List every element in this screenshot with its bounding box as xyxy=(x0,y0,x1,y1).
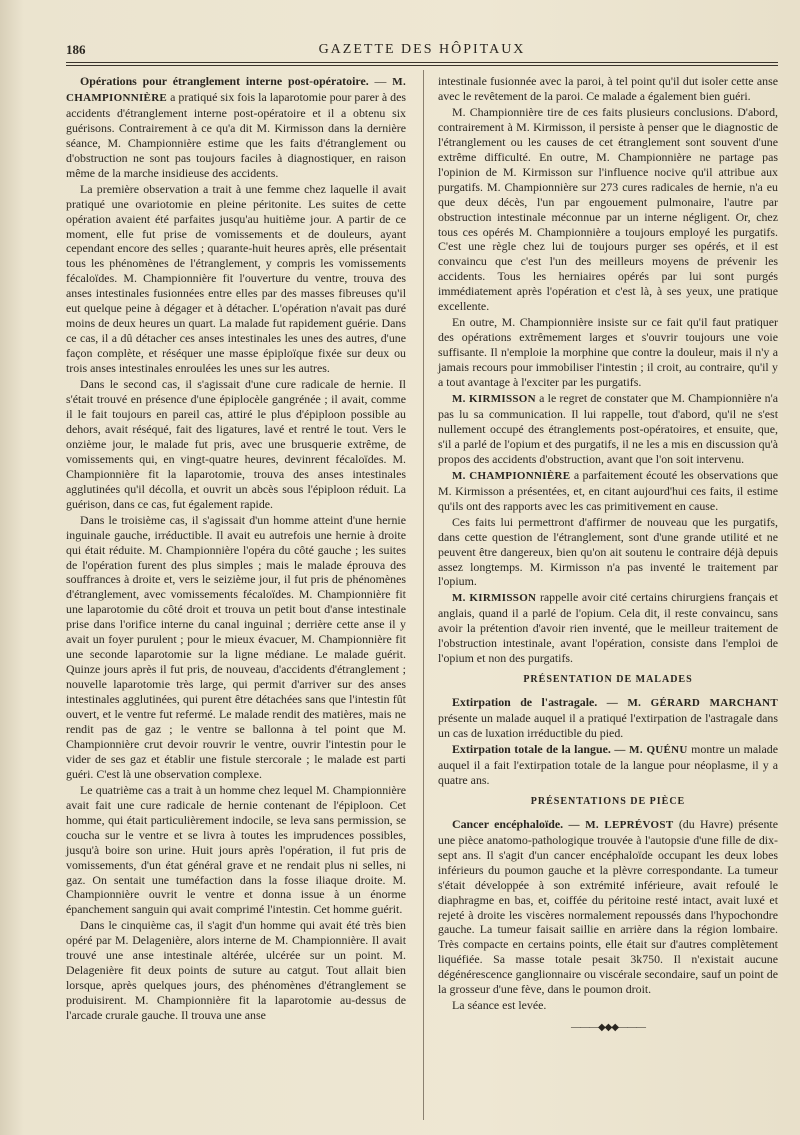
page-number: 186 xyxy=(66,42,86,57)
header-rule-bottom xyxy=(66,65,778,66)
paragraph-text: a pratiqué six fois la laparotomie pour parer à des accidents d'étranglement interne post-opératoire et il a obtenu six guérisons. Contrairement à ce qu'a dit M. Kirmisson dans la dernière séance, M. Championnière estime que les faits d'étranglement ou d'obstruction ne sont pas toujours faciles à diagnostiquer, en raison même de la marche insidieuse des accidents. xyxy=(66,89,406,180)
speaker-name: M. KIRMISSON xyxy=(452,393,536,406)
article-paragraph xyxy=(438,742,778,788)
article-paragraph: intestinale fusionnée avec la paroi, à tel point qu'il dut isoler cette anse avec le revêtement de la paroi. Ce malade a également bien guéri. xyxy=(438,74,778,103)
article-paragraph: Dans le troisième cas, il s'agissait d'un homme atteint d'une hernie inguinale gauche, irréductible. Il avait eu autrefois une hernie à droite qui était réduite. M. Championnière l'opéra du côté gauche ; les suites de l'opération furent des plus simples ; mais le malade éprouva des souffrances à droite et, vers le seizième jour, il fut pris de phénomènes d'étranglement, avec vomissements fécaloïdes. M. Championnière fit une laparotomie du côté droit et trouva un petit bout d'anse intestinale prise dans l'orifice interne du canal inguinal ; derrière cette anse il y avait un foyer purulent ; pour le mieux évacuer, M. Championnière fit une seconde laparotomie sur la ligne médiane. Le malade guérit. Quinze jours après il fut pris, de nouveau, d'accidents d'étranglement ; nouvelle laparotomie très large, qui permit d'arriver sur des anses intestinales agglutinées, qui purent être détachées sans que l'intestin fût ouvert, et le ventre fut refermé. Le malade rendit des matières, mais ne rendit pas de gaz ; le ventre se ballonna à tel point que M. Championnière crut devoir rouvrir le ventre, ouvrir l'intestin pour le vider de ses gaz et établir une fistule stercorale ; le malade est parti guéri. C'est là une observation complexe. xyxy=(66,512,406,781)
article-paragraph: La première observation a trait à une femme chez laquelle il avait pratiqué une ovariotomie en pleine péritonite. Les suites de cette opération avaient été parfaites jusqu'au huitième jour. A partir de ce moment, elle fut prise de vomissements et de douleurs, ayant cependant encore des selles ; quarante-huit heures après, elle présentait tous les phénomènes de l'étranglement, y compris les vomissements fécaloïdes. M. Championnière fit l'ouverture du ventre, trouva des anses intestinales fusionnées entre elles par des masses fibreuses qu'il eut quelque peine à dégager et à détacher. L'opération n'avait pas duré moins de deux heures un quart. La malade fut rapidement guérie. Dans ce cas, il a dû détacher ces anses intestinales les unes des autres, d'une façon complète, et réséquer une masse épiploïque fixée sur deux ou trois anses intestinales enroulées les unes sur les autres. xyxy=(66,181,406,376)
article-paragraph xyxy=(438,817,778,997)
speaker-name: M. CHAMPIONNIÈRE xyxy=(66,76,406,104)
article-paragraph xyxy=(438,391,778,467)
paragraph-text: a parfaitement écouté les observations que M. Kirmisson a présentées, et, en citant aujourd'hui ces faits, il estime qu'ils ont des rapports avec les cas primitivement en cause. xyxy=(438,467,778,513)
article-paragraph xyxy=(438,695,778,741)
article-heading: Opérations pour étranglement interne post-opératoire. xyxy=(80,74,369,88)
paragraph-text: montre un malade auquel il a fait l'extirpation totale de la langue pour néoplasme, il y a quatre ans. xyxy=(438,741,778,787)
article-paragraph: M. Championnière tire de ces faits plusieurs conclusions. D'abord, contrairement à M. Kirmisson, il persiste à penser que le diagnostic de l'étranglement ou les causes de cet étranglement sont souvent d'une extrême difficulté. En outre, M. Championnière ne partage pas l'opinion de M. Kirmisson sur l'influence nocive qu'il attribue aux purgatifs. M. Championnière sur 273 cures radicales de hernie, n'a eu que deux décès, l'un par engouement pulmonaire, l'autre par obstruction intestinale méconnue par un interne négligent. Or, chez tous ces opérés M. Championnière a toujours employé les purgatifs. C'est une règle chez lui de toujours purger ses opérés, et il est convaincu que c'est l'un des meilleurs moyens de prévenir les accidents. Tous les herniaires opérés par lui sont purgés immédiatement après l'opération et c'est là, à ses yeux, une pratique excellente. xyxy=(438,104,778,314)
paragraph-text: a le regret de constater que M. Championnière n'a pas lu sa communication. Il lui rappelle, tout d'abord, qu'il ne s'est nullement occupé des étranglements post-opératoires, et ensuite, que, s'il a parlé de l'opium et des purgatifs, il ne les a mis en discussion qu'à propos des accidents d'obstruction, avant que l'on soit intervenu. xyxy=(438,391,778,466)
left-column xyxy=(66,74,406,1024)
closing-line: La séance est levée. xyxy=(452,998,547,1013)
journal-title: GAZETTE DES HÔPITAUX xyxy=(318,42,526,57)
header-rule-top xyxy=(66,62,778,63)
speaker-name: — M. GÉRARD MARCHANT xyxy=(606,697,778,710)
section-heading: PRÉSENTATIONS DE PIÈCE xyxy=(530,795,686,807)
speaker-name: M. KIRMISSON xyxy=(452,592,537,605)
paragraph-text: rappelle avoir cité certains chirurgiens français et anglais, quand il a parlé de l'opium. Cela dit, il reste convaincu, sans avoir la prétention d'avoir rien inventé, que le meilleur traitement de l'obstruction intestinale, avant l'opération, consiste dans l'emploi de l'opium et non des purgatifs. xyxy=(438,590,778,666)
article-paragraph: Ces faits lui permettront d'affirmer de nouveau que les purgatifs, dans cette question de l'étranglement, sont d'une grande utilité et ne peuvent être dangereux, bien qu'on ait soutenu le contraire déjà depuis assez longtemps. M. Kirmisson n'a pas inventé le traitement par l'opium. xyxy=(438,514,778,589)
article-paragraph xyxy=(438,468,778,514)
speaker-name: — M. LEPRÉVOST xyxy=(568,818,674,831)
article-paragraph: Dans le second cas, il s'agissait d'une cure radicale de hernie. Il s'était trouvé en présence d'une épiplocèle gangrénée ; il avait, comme il le fait toujours en pareil cas, attiré le plus d'épiploon possible au dehors, avait réséqué, fait des ligatures, lavé et rentré le tout. Vers le onzième jour, le malade fut pris, avec une brusquerie extrême, de vomissements qui, en vingt-quatre heures, devinrent fécaloïdes. M. Championnière fit la laparotomie, trouva des anses intestinales agglutinées qu'il décolla, et ouvrit un abcès sous l'épiploon réduit. La guérison, dans ce cas, fut également rapide. xyxy=(66,377,406,511)
article-paragraph: En outre, M. Championnière insiste sur ce fait qu'il faut pratiquer des opérations extrêmement larges et s'ouvrir toujours une voie suffisante. Il n'emploie la morphine que contre la douleur, mais il n'y a jamais recours pour immobiliser l'intestin ; il croit, au contraire, qu'il y a tout avantage à l'exciter par les purgatifs. xyxy=(438,315,778,390)
right-column xyxy=(438,74,778,1036)
speaker-name: M. CHAMPIONNIÈRE xyxy=(452,469,571,482)
paragraph-text: (du Havre) présente une pièce anatomo-pathologique trouvée à l'autopsie d'une fille de dix-sept ans. Il s'agit d'un cancer encéphaloïde occupant les deux lobes inférieurs du poumon gauche et la plèvre correspondante. La tumeur s'était développée à son extrémité inférieure, avait refoulé le diaphragme en bas, et, coiffée du péritoine resté intact, avait luxé et rejeté à droite les viscères normalement repoussés dans l'hypochondre gauche. La tumeur faisait saillie en arrière dans la région lombaire. Très compacte en certains points, elle était sur d'autres complètement liquéfiée. Sa masse totale pesait 3k750. Il n'existait aucune dégénérescence ganglionnaire ou viscérale secondaire, sauf un point de la grosseur d'une fève, dans le poumon droit. xyxy=(438,816,778,997)
article-paragraph: Le quatrième cas a trait à un homme chez lequel M. Championnière avait fait une cure radicale de hernie contenant de l'épiploon. Cet homme, qui était particulièrement indocile, se leva sans permission, se coucha sur le ventre et se livra à toutes les imprudences possibles, jusqu'à boire son urine. Huit jours après l'opération, il fut pris de vomissements, d'un état général grave et ne rendait plus ni selles, ni gaz. On sentait une tuméfaction dans la fosse iliaque droite. M. Championnière ouvrit le ventre et donna issue à un énorme épanchement sanguin qui avait comprimé l'intestin. Cet homme guérit. xyxy=(66,782,406,917)
article-paragraph xyxy=(438,590,778,666)
section-heading: PRÉSENTATION DE MALADES xyxy=(523,674,693,686)
fleuron-ornament: ———◆◆◆——— xyxy=(570,1022,646,1034)
item-heading: Extirpation totale de la langue. xyxy=(452,741,611,756)
column-divider xyxy=(423,70,424,1120)
speaker-name: — M. QUÉNU xyxy=(614,743,688,756)
article-paragraph: Opérations pour étranglement interne post-opératoire. — M. CHAMPIONNIÈRE a pratiqué six fois la laparotomie pour parer à des accidents d'étranglement interne post-opératoire et il a obtenu six guérisons. Contrairement à ce qu'a dit M. Kirmisson dans la dernière séance, M. Championnière estime que les faits d'étranglement ou d'obstruction ne sont pas toujours faciles à diagnostiquer, en raison même de la marche insidieuse des accidents. xyxy=(66,74,406,180)
page-header xyxy=(66,42,778,60)
item-heading: Extirpation de l'astragale. xyxy=(452,695,598,710)
article-paragraph: Dans le cinquième cas, il s'agit d'un homme qui avait été très bien opéré par M. Delagenière, alors interne de M. Championnière. Il avait trouvé une anse intestinale altérée, ulcérée sur un point. M. Delagenière fit deux points de suture au catgut. Tout allait bien lorsque, après quelques jours, des phénomènes d'étranglement se produisirent. M. Championnière fit la laparotomie au-dessus de l'arcade crurale gauche. Il trouva une anse xyxy=(66,918,406,1023)
item-heading: Cancer encéphaloïde. xyxy=(452,816,564,831)
paragraph-text: présente un malade auquel il a pratiqué l'extirpation de l'astragale dans un cas de luxation irréductible du pied. xyxy=(438,711,778,741)
